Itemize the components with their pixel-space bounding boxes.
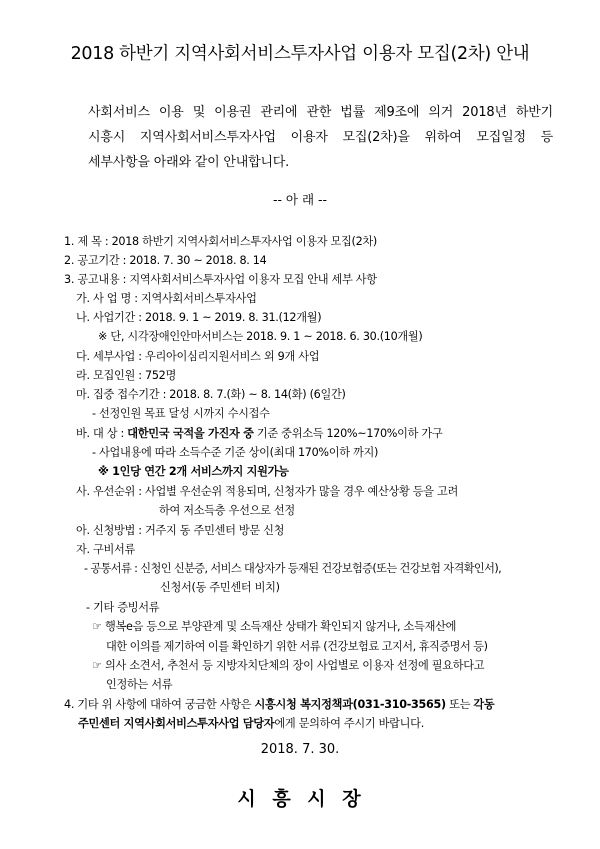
item-4-prefix: 4. 기타 위 사항에 대하여 궁금한 사항은 <box>64 698 255 711</box>
item-ja-other-2b: 인정하는 서류 <box>106 678 173 691</box>
item-4-each: 각동 <box>473 698 495 711</box>
item-sa-line-1: 사. 우선순위 : 사업별 우선순위 적용되며, 신청자가 많을 경우 예산상황 등을 고려 <box>76 485 459 498</box>
item-ga: 가. 사 업 명 : 지역사회서비스투자사업 <box>76 292 257 305</box>
item-4-suffix: 에게 문의하여 주시기 바랍니다. <box>274 717 424 730</box>
issuer: 시 흥 시 장 <box>237 788 363 810</box>
section-heading: -- 아 래 -- <box>272 192 328 207</box>
item-1-title: 1. 제 목 : 2018 하반기 지역사회서비스투자사업 이용자 모집(2차) <box>64 235 377 248</box>
item-ra: 라. 모집인원 : 752명 <box>76 369 176 382</box>
item-ma-note: - 선정인원 목표 달성 시까지 수시접수 <box>92 407 270 420</box>
item-2-period: 2. 공고기간 : 2018. 7. 30 ~ 2018. 8. 14 <box>64 254 267 267</box>
item-4-mid: 또는 <box>445 698 474 711</box>
item-ma: 마. 집중 접수기간 : 2018. 8. 7.(화) ~ 8. 14(화) (6일간) <box>76 388 346 401</box>
notice-date: 2018. 7. 30. <box>260 742 340 757</box>
item-ja-other: - 기타 증빙서류 <box>86 601 160 614</box>
intro-line-3: 세부사항을 아래와 같이 안내합니다. <box>88 155 290 170</box>
intro-line-2: 시흥시 지역사회서비스투자사업 이용자 모집(2차)을 위하여 모집일정 등 <box>88 130 553 145</box>
intro-line-1: 사회서비스 이용 및 이용권 관리에 관한 법률 제9조에 의거 2018년 하반기 <box>88 105 553 120</box>
item-na: 나. 사업기간 : 2018. 9. 1 ~ 2019. 8. 31.(12개월) <box>76 311 322 324</box>
item-da: 다. 세부사업 : 우리아이심리지원서비스 외 9개 사업 <box>76 350 320 363</box>
item-ba-suffix: 기준 중위소득 120%~170%이하 가구 <box>253 427 443 440</box>
item-4-contact: 시흥시청 복지정책과(031-310-3565) <box>254 698 446 711</box>
item-3-content: 3. 공고내용 : 지역사회서비스투자사업 이용자 모집 안내 세부 사항 <box>64 273 377 286</box>
page-title: 2018 하반기 지역사회서비스투자사업 이용자 모집(2차) 안내 <box>70 44 530 64</box>
item-na-note: ※ 단, 시각장애인안마서비스는 2018. 9. 1 ~ 2018. 6. 30.(10개월) <box>98 330 423 343</box>
item-ja-other-2a: ☞ 의사 소견서, 추천서 등 지방자치단체의 장이 사업별로 이용자 선정에 필요하다고 <box>92 659 485 672</box>
item-4-line-2 <box>78 718 424 729</box>
item-ja-other-1a: ☞ 행복e음 등으로 부양관계 및 소득재산 상태가 확인되지 않거나, 소득재산에 <box>92 620 457 633</box>
item-ja-common-2: 신청서(동 주민센터 비치) <box>160 581 280 594</box>
item-4-contact-person: 주민센터 지역사회서비스투자사업 담당자 <box>78 717 275 730</box>
item-a: 아. 신청방법 : 거주지 동 주민센터 방문 신청 <box>76 524 285 537</box>
item-ba-bold-note: ※ 1인당 연간 2개 서비스까지 지원가능 <box>98 465 289 478</box>
item-ja: 자. 구비서류 <box>76 543 136 556</box>
item-ba <box>76 428 442 439</box>
item-ja-common-1: - 공통서류 : 신청인 신분증, 서비스 대상자가 등재된 건강보험증(또는 건강보험 자격확인서), <box>84 562 502 575</box>
item-ba-prefix: 바. 대 상 : <box>76 427 128 440</box>
item-ja-other-1b: 대한 이의를 제기하여 이를 확인하기 위한 서류 (건강보험료 고지서, 휴직증명서 등) <box>106 640 488 653</box>
item-ba-note: - 사업내용에 따라 소득수준 기준 상이(최대 170%이하 까지) <box>92 446 379 459</box>
item-sa-line-2: 하여 저소득층 우선으로 선정 <box>159 504 295 517</box>
item-ba-bold: 대한민국 국적을 가진자 중 <box>127 427 254 440</box>
item-4-line-1 <box>64 699 494 710</box>
